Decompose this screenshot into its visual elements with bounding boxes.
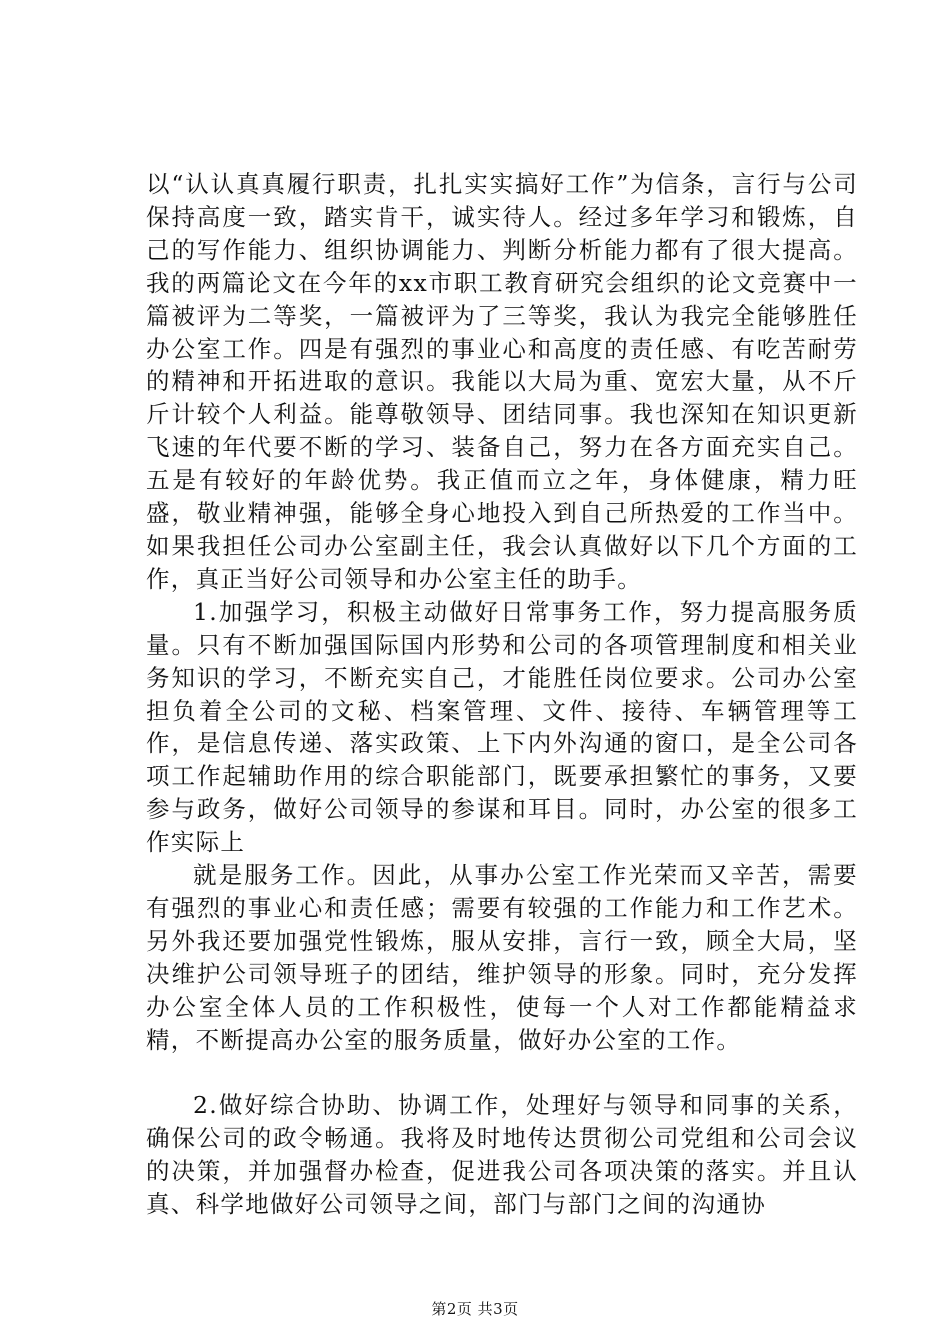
- paragraph-service-work: 就是服务工作。因此，从事办公室工作光荣而又辛苦，需要有强烈的事业心和责任感；需要有较强的工作能力和工作艺术。另外我还要加强党性锻炼，服从安排，言行一致，顾全大局，坚决维护公司领导班子的团结，维护领导的形象。同时，充分发挥办公室全体人员的工作积极性，使每一个人对工作都能精益求精，不断提高办公室的服务质量，做好办公室的工作。: [146, 861, 858, 1054]
- paragraph-point-2: 2.做好综合协助、协调工作，处理好与领导和同事的关系，确保公司的政令畅通。我将及时地传达贯彻公司党组和公司会议的决策，并加强督办检查，促进我公司各项决策的落实。并且认真、科学地做好公司领导之间，部门与部门之间的沟通协: [146, 1091, 858, 1219]
- page-number-footer: 第2页 共3页: [431, 1300, 519, 1318]
- paragraph-gap: [146, 1056, 858, 1089]
- document-body: [146, 168, 858, 1221]
- paragraph-point-1: 1.加强学习，积极主动做好日常事务工作，努力提高服务质量。只有不断加强国际国内形势和公司的各项管理制度和相关业务知识的学习，不断充实自己，才能胜任岗位要求。公司办公室担负着全公司的文秘、档案管理、文件、接待、车辆管理等工作，是信息传递、落实政策、上下内外沟通的窗口，是全公司各项工作起辅助作用的综合职能部门，既要承担繁忙的事务，又要参与政务，做好公司领导的参谋和耳目。同时，办公室的很多工作实际上: [146, 597, 858, 857]
- paragraph-qualifications: 以“认认真真履行职责，扎扎实实搞好工作”为信条，言行与公司保持高度一致，踏实肯干，诚实待人。经过多年学习和锻炼，自己的写作能力、组织协调能力、判断分析能力都有了很大提高。我的两篇论文在今年的xx市职工教育研究会组织的论文竞赛中一篇被评为二等奖，一篇被评为了三等奖，我认为我完全能够胜任办公室工作。四是有强烈的事业心和高度的责任感、有吃苦耐劳的精神和开拓进取的意识。我能以大局为重、宽宏大量，从不斤斤计较个人利益。能尊敬领导、团结同事。我也深知在知识更新飞速的年代要不断的学习、装备自己，努力在各方面充实自己。五是有较好的年龄优势。我正值而立之年，身体健康，精力旺盛，敬业精神强，能够全身心地投入到自己所热爱的工作当中。如果我担任公司办公室副主任，我会认真做好以下几个方面的工作，真正当好公司领导和办公室主任的助手。: [146, 170, 858, 593]
